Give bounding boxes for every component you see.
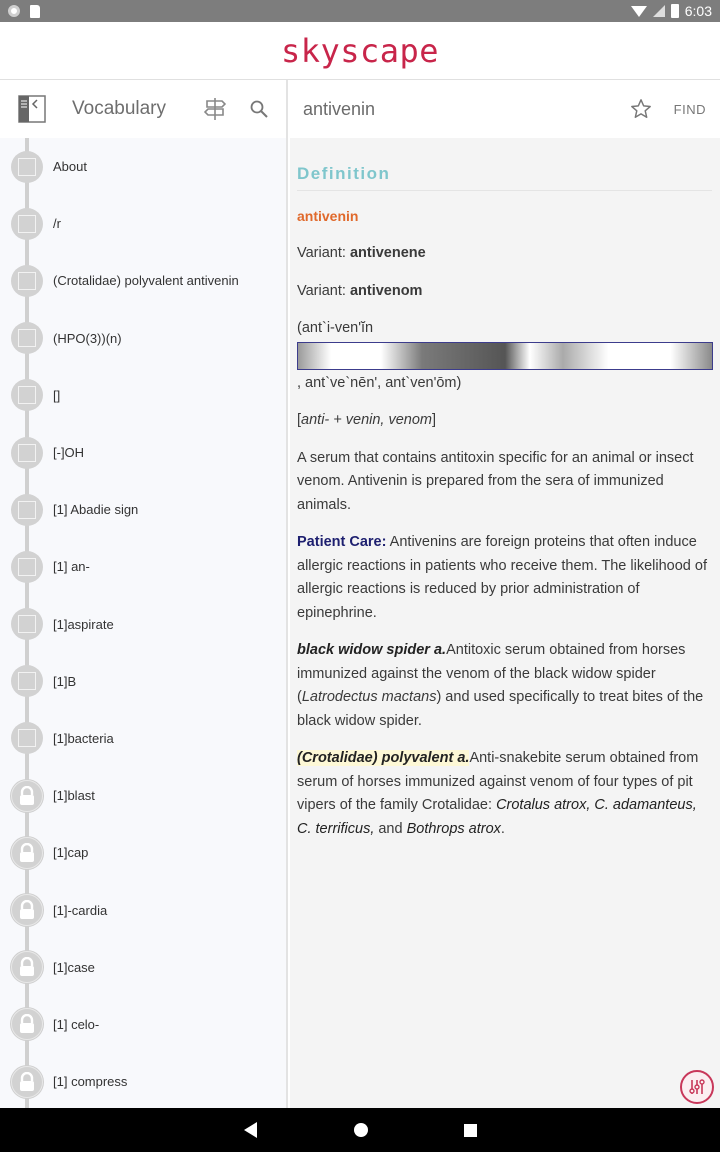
variant-2 <box>297 280 712 304</box>
left-toolbar <box>0 80 286 138</box>
checkbox-icon <box>11 551 43 583</box>
wifi-icon <box>631 4 647 18</box>
status-bar <box>0 0 720 22</box>
settings-fab[interactable] <box>680 1070 714 1104</box>
section-heading: Definition <box>297 162 712 191</box>
pane-title: Vocabulary <box>72 98 167 119</box>
vocabulary-tree <box>0 138 286 1108</box>
toggle-panel-icon[interactable] <box>18 95 46 123</box>
tree-item[interactable] <box>0 939 286 996</box>
variant-1 <box>297 242 712 266</box>
tree-item-label: About <box>53 159 87 175</box>
lock-icon <box>11 780 43 812</box>
signpost-icon[interactable] <box>204 97 226 121</box>
checkbox-icon <box>11 608 43 640</box>
find-button[interactable]: FIND <box>673 101 706 117</box>
checkbox-icon <box>11 494 43 526</box>
checkbox-icon <box>11 722 43 754</box>
tree-item-label: [-]OH <box>53 445 85 461</box>
signal-icon <box>653 5 665 17</box>
checkbox-icon <box>11 265 43 297</box>
variant-value: antivenom <box>349 282 423 299</box>
tree-item[interactable] <box>0 824 286 881</box>
definition-content <box>290 138 720 841</box>
checkbox-icon <box>11 437 43 469</box>
subentry-black-widow <box>297 639 712 733</box>
lock-icon <box>11 1008 43 1040</box>
tree-item-label: [1]case <box>53 959 95 975</box>
etymology <box>297 409 712 433</box>
subentry-term: black widow spider a. <box>297 642 447 658</box>
definition-text: A serum that contains antitoxin specific for an animal or insect venom. Antivenin is prepared from the sera of immunized animals. <box>297 449 694 513</box>
tree-item[interactable] <box>0 310 286 367</box>
lock-icon <box>11 1066 43 1098</box>
headword: antivenin <box>297 207 359 224</box>
tree-item[interactable] <box>0 1053 286 1108</box>
pronunciation-start: (ant`i-ven'ĭn <box>297 320 374 336</box>
tree-item-label: [1]B <box>53 673 77 689</box>
pronunciation <box>297 317 712 395</box>
checkbox-icon <box>11 379 43 411</box>
back-icon[interactable] <box>244 1122 258 1138</box>
checkbox-icon <box>11 208 43 240</box>
tree-item[interactable] <box>0 195 286 252</box>
patient-care-label: Patient Care: <box>297 534 387 550</box>
current-term: antivenin <box>303 98 376 119</box>
tree-item-label: [1] celo- <box>53 1016 100 1032</box>
tree-item[interactable] <box>0 424 286 481</box>
variant-label: Variant: <box>297 245 346 261</box>
patient-care <box>297 531 712 625</box>
app-header <box>0 22 720 80</box>
tree-item-label: [] <box>53 387 61 403</box>
android-nav-bar <box>0 1108 720 1152</box>
subentry-text: Antitoxic serum obtained from horses immunized against the venom of the black widow spider ( <box>297 642 686 705</box>
tree-item-label: [1]bacteria <box>53 730 114 746</box>
etym-bracket: [ <box>297 412 302 428</box>
favorite-star-icon[interactable] <box>630 98 652 120</box>
tree-item[interactable] <box>0 653 286 710</box>
checkbox-icon <box>11 151 43 183</box>
subentry-crotalidae <box>297 747 712 841</box>
tree-item[interactable] <box>0 710 286 767</box>
battery-icon <box>671 4 679 18</box>
lock-icon <box>11 894 43 926</box>
search-icon[interactable] <box>250 100 268 118</box>
subentry-italic: Latrodectus mactans <box>301 689 437 705</box>
recents-icon[interactable] <box>464 1124 477 1137</box>
lock-icon <box>11 837 43 869</box>
subentry-text: . <box>500 820 505 837</box>
tree-item-label: [1] compress <box>53 1074 128 1090</box>
tree-item-label: [1]cap <box>53 845 89 861</box>
etym-text: anti- + venin, venom <box>301 412 433 428</box>
sliders-icon <box>687 1077 707 1097</box>
checkbox-icon <box>11 665 43 697</box>
subentry-text: Anti-snakebite serum obtained from serum of horses immunized against venom of four types of pit vipers of the family Crotalidae: <box>297 750 699 813</box>
right-toolbar <box>290 80 720 138</box>
tree-item[interactable] <box>0 538 286 595</box>
tree-item[interactable] <box>0 996 286 1053</box>
tree-item[interactable] <box>0 881 286 938</box>
tree-item-label: [1]blast <box>53 788 95 804</box>
tree-item-label: [1]-cardia <box>53 902 108 918</box>
pronunciation-image <box>297 342 713 370</box>
subentry-italic: Bothrops atrox <box>406 820 501 837</box>
tree-item-label: [1]aspirate <box>53 616 114 632</box>
content-pane <box>290 80 720 1108</box>
home-icon[interactable] <box>354 1123 368 1137</box>
subentry-text: ) and used specifically to treat bites of the black widow spider. <box>297 689 704 729</box>
skyscape-logo: skyscape <box>280 31 440 70</box>
tree-item[interactable] <box>0 596 286 653</box>
variant-label: Variant: <box>297 282 346 299</box>
tree-item-label: (Crotalidae) polyvalent antivenin <box>53 273 239 289</box>
clock: 6:03 <box>684 3 712 19</box>
sd-card-icon <box>30 5 40 18</box>
tree-item[interactable] <box>0 138 286 195</box>
pronunciation-end: , ant`ve`nēn', ant`ven'ōm) <box>297 374 462 391</box>
patient-care-text: Antivenins are foreign proteins that often induce allergic reactions in patients who receive them. The likelihood of allergic reactions is reduced by prior administration of epinephrine. <box>297 534 707 621</box>
tree-item-label: [1] an- <box>53 559 90 575</box>
checkbox-icon <box>11 322 43 354</box>
lock-icon <box>11 951 43 983</box>
tree-item-label: (HPO(3))(n) <box>53 330 122 346</box>
subentry-italic: Crotalus atrox, C. adamanteus, C. terrificus, <box>297 797 697 837</box>
tree-item[interactable] <box>0 252 286 309</box>
notification-dot-icon <box>8 5 20 17</box>
tree-item[interactable] <box>0 767 286 824</box>
subentry-term: (Crotalidae) polyvalent a. <box>297 750 470 766</box>
index-pane <box>0 80 288 1108</box>
subentry-text: and <box>374 820 407 837</box>
etym-bracket: ] <box>432 412 437 428</box>
tree-item[interactable] <box>0 367 286 424</box>
variant-value: antivenene <box>349 245 426 261</box>
tree-item-label: /r <box>53 216 61 232</box>
tree-item-label: [1] Abadie sign <box>53 502 139 518</box>
tree-item[interactable] <box>0 481 286 538</box>
